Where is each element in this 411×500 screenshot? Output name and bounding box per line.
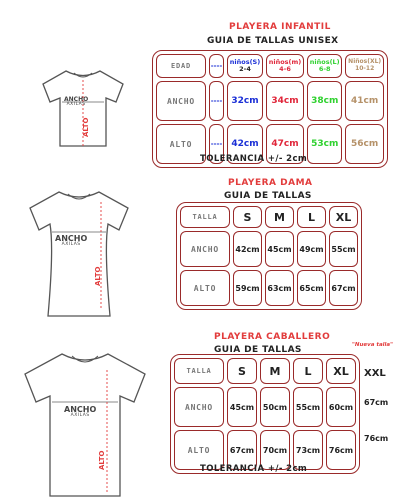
dama-alto-xl: 67cm [329, 270, 358, 306]
infantil-ancho-label: ANCHO AXILAS [64, 96, 89, 107]
caballero-size-s: S [227, 358, 257, 384]
alto-m: 47cm [266, 124, 304, 164]
dama-size-table [176, 202, 362, 310]
caballero-shirt-diagram [20, 350, 150, 500]
caballero-alto-l: 73cm [293, 430, 323, 470]
dama-size-s: S [233, 206, 262, 228]
caballero-ancho-label: ANCHO AXILAS [64, 405, 97, 418]
dama-alto-s: 59cm [233, 270, 262, 306]
dama-talla-row [180, 206, 358, 228]
caballero-alto-s: 67cm [227, 430, 257, 470]
caballero-talla-row [174, 358, 356, 384]
dama-ancho-l: 49cm [297, 231, 326, 267]
dama-subtitle: GUIA DE TALLAS [224, 191, 312, 201]
caballero-alto-row-label: ALTO [174, 430, 224, 470]
dama-size-l: L [297, 206, 326, 228]
dama-alto-row [180, 270, 358, 306]
caballero-size-l: L [293, 358, 323, 384]
dama-shirt-diagram [24, 188, 134, 318]
dama-ancho-row-label: ANCHO [180, 231, 230, 267]
infantil-size-table [152, 50, 388, 168]
tshirt-icon [24, 188, 134, 318]
size-l: niños(L) 6-8 [307, 54, 342, 78]
dama-ancho-s: 42cm [233, 231, 262, 267]
ancho-placeholder: ---- [209, 81, 224, 121]
caballero-talla-label: TALLA [174, 358, 224, 384]
caballero-size-m: M [260, 358, 290, 384]
caballero-title: PLAYERA CABALLERO [214, 332, 331, 342]
caballero-ancho-l: 55cm [293, 387, 323, 427]
infantil-subtitle: GUIA DE TALLAS UNISEX [207, 36, 339, 46]
size-s: niños(S) 2-4 [227, 54, 263, 78]
dama-ancho-label: ANCHO AXILAS [55, 234, 88, 247]
dama-ancho-xl: 55cm [329, 231, 358, 267]
caballero-size-xl: XL [326, 358, 356, 384]
caballero-alto-m: 70cm [260, 430, 290, 470]
dama-alto-row-label: ALTO [180, 270, 230, 306]
caballero-ancho-m: 50cm [260, 387, 290, 427]
dama-alto-label: ALTO [94, 266, 102, 286]
ancho-m: 34cm [266, 81, 304, 121]
xxl-ancho: 67cm [364, 398, 389, 407]
dama-title: PLAYERA DAMA [228, 178, 313, 188]
caballero-alto-label: ALTO [98, 450, 106, 470]
alto-xl: 56cm [345, 124, 384, 164]
size-m: niños(m) 4-6 [266, 54, 304, 78]
infantil-tolerance: TOLERANCIA +/- 2cm [200, 154, 308, 164]
alto-label: ALTO [156, 124, 206, 164]
caballero-ancho-row [174, 387, 356, 427]
infantil-title: PLAYERA INFANTIL [229, 22, 331, 32]
alto-l: 53cm [307, 124, 342, 164]
dama-ancho-m: 45cm [265, 231, 294, 267]
alto-s: 42cm [227, 124, 263, 164]
infantil-edad-row [156, 54, 384, 78]
infantil-ancho-row [156, 81, 384, 121]
caballero-section [0, 320, 411, 500]
caballero-ancho-row-label: ANCHO [174, 387, 224, 427]
alto-placeholder: ---- [209, 124, 224, 164]
dama-ancho-row [180, 231, 358, 267]
dama-size-m: M [265, 206, 294, 228]
dama-alto-m: 63cm [265, 270, 294, 306]
size-xl: Niños(XL) 10-12 [345, 54, 384, 78]
ancho-xl: 41cm [345, 81, 384, 121]
ancho-label: ANCHO [156, 81, 206, 121]
xxl-alto: 76cm [364, 434, 389, 443]
ancho-l: 38cm [307, 81, 342, 121]
dama-alto-l: 65cm [297, 270, 326, 306]
edad-label: EDAD [156, 54, 206, 78]
caballero-alto-xl: 76cm [326, 430, 356, 470]
dama-size-xl: XL [329, 206, 358, 228]
talla-label: TALLA [180, 206, 230, 228]
infantil-alto-label: ALTO [82, 117, 90, 137]
edad-placeholder: ---- [209, 54, 224, 78]
caballero-tolerance: TOLERANCIA +/- 2cm [200, 464, 308, 474]
dama-section [0, 170, 411, 320]
caballero-size-table [170, 354, 360, 474]
caballero-subtitle: GUIA DE TALLAS [214, 345, 302, 355]
infantil-section [0, 0, 411, 170]
caballero-ancho-s: 45cm [227, 387, 257, 427]
new-size-note: "Nueva talla" [352, 342, 394, 348]
tshirt-icon [20, 350, 150, 500]
xxl-size-label: XXL [364, 368, 386, 379]
caballero-ancho-xl: 60cm [326, 387, 356, 427]
ancho-s: 32cm [227, 81, 263, 121]
